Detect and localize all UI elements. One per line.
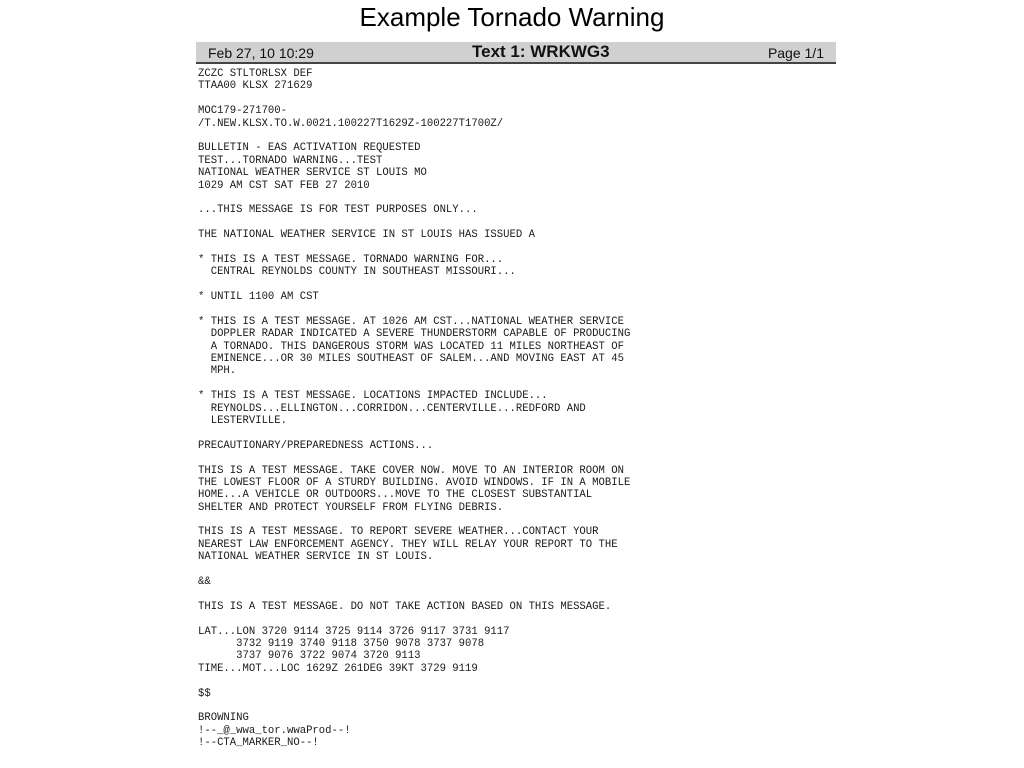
text-line: ...THIS MESSAGE IS FOR TEST PURPOSES ONLY... <box>198 204 478 217</box>
text-line: NEAREST LAW ENFORCEMENT AGENCY. THEY WILL RELAY YOUR REPORT TO THE <box>198 538 618 551</box>
blank-line <box>198 217 828 229</box>
text-line: THIS IS A TEST MESSAGE. TO REPORT SEVERE WEATHER...CONTACT YOUR <box>198 526 599 539</box>
blank-line <box>198 192 828 204</box>
text-line: LAT...LON 3720 9114 3725 9114 3726 9117 3731 9117 <box>198 625 510 638</box>
blank-line <box>198 93 828 105</box>
blank-line <box>198 675 828 687</box>
text-line: MOC179-271700- <box>198 105 288 118</box>
blank-line <box>198 514 828 526</box>
text-line: HOME...A VEHICLE OR OUTDOORS...MOVE TO THE CLOSEST SUBSTANTIAL <box>198 489 593 502</box>
text-line: THIS IS A TEST MESSAGE. DO NOT TAKE ACTION BASED ON THIS MESSAGE. <box>198 600 612 613</box>
blank-line <box>198 279 828 291</box>
slide-title: Example Tornado Warning <box>359 2 665 32</box>
blank-line <box>198 564 828 576</box>
text-line: NATIONAL WEATHER SERVICE IN ST LOUIS. <box>198 551 434 564</box>
blank-line <box>198 303 828 315</box>
text-line: A TORNADO. THIS DANGEROUS STORM WAS LOCATED 11 MILES NORTHEAST OF <box>198 340 624 353</box>
text-line: * THIS IS A TEST MESSAGE. TORNADO WARNING FOR... <box>198 253 504 266</box>
text-line: !--_@_wwa_tor.wwaProd--! <box>198 724 351 737</box>
text-line: PRECAUTIONARY/PREPAREDNESS ACTIONS... <box>198 439 434 452</box>
blank-line <box>198 452 828 464</box>
blank-line <box>198 613 828 625</box>
text-line: EMINENCE...OR 30 MILES SOUTHEAST OF SALEM...AND MOVING EAST AT 45 <box>198 352 624 365</box>
blank-line <box>198 588 828 600</box>
text-line: REYNOLDS...ELLINGTON...CORRIDON...CENTERVILLE...REDFORD AND <box>198 402 586 415</box>
text-line: !--CTA_MARKER_NO--! <box>198 737 319 750</box>
header-title: Text 1: WRKWG3 <box>472 42 610 61</box>
warning-text-body <box>198 68 828 749</box>
blank-line <box>198 427 828 439</box>
text-line: TEST...TORNADO WARNING...TEST <box>198 154 383 167</box>
text-line: THIS IS A TEST MESSAGE. TAKE COVER NOW. MOVE TO AN INTERIOR ROOM ON <box>198 464 624 477</box>
blank-line <box>198 378 828 390</box>
blank-line <box>198 241 828 253</box>
text-line: TTAA00 KLSX 271629 <box>198 80 313 93</box>
text-line: TIME...MOT...LOC 1629Z 261DEG 39KT 3729 9119 <box>198 662 478 675</box>
text-line: * UNTIL 1100 AM CST <box>198 291 319 304</box>
text-line: LESTERVILLE. <box>198 414 288 427</box>
text-line: 3737 9076 3722 9074 3720 9113 <box>198 650 421 663</box>
text-line: SHELTER AND PROTECT YOURSELF FROM FLYING DEBRIS. <box>198 501 504 514</box>
text-line: ZCZC STLTORLSX DEF <box>198 68 313 80</box>
text-line: NATIONAL WEATHER SERVICE ST LOUIS MO <box>198 167 427 180</box>
text-line: CENTRAL REYNOLDS COUNTY IN SOUTHEAST MISSOURI... <box>198 266 516 279</box>
blank-line <box>198 700 828 712</box>
text-line: /T.NEW.KLSX.TO.W.0021.100227T1629Z-100227T1700Z/ <box>198 117 504 130</box>
header-page-number: Page 1/1 <box>767 45 824 61</box>
text-line: 1029 AM CST SAT FEB 27 2010 <box>198 179 370 192</box>
text-line: MPH. <box>198 365 237 378</box>
text-line: 3732 9119 3740 9118 3750 9078 3737 9078 <box>198 637 485 650</box>
text-line: THE LOWEST FLOOR OF A STURDY BUILDING. AVOID WINDOWS. IF IN A MOBILE <box>198 476 631 489</box>
text-line: $$ <box>198 687 211 700</box>
document-header-bar <box>196 42 836 64</box>
text-line: * THIS IS A TEST MESSAGE. AT 1026 AM CST...NATIONAL WEATHER SERVICE <box>198 315 624 328</box>
text-line: BULLETIN - EAS ACTIVATION REQUESTED <box>198 142 421 155</box>
header-date: Feb 27, 10 10:29 <box>208 45 314 61</box>
text-line: THE NATIONAL WEATHER SERVICE IN ST LOUIS HAS ISSUED A <box>198 229 535 242</box>
text-line: DOPPLER RADAR INDICATED A SEVERE THUNDERSTORM CAPABLE OF PRODUCING <box>198 328 631 341</box>
text-line: BROWNING <box>198 712 249 725</box>
text-line: * THIS IS A TEST MESSAGE. LOCATIONS IMPACTED INCLUDE... <box>198 390 548 403</box>
text-line: && <box>198 576 211 589</box>
blank-line <box>198 130 828 142</box>
